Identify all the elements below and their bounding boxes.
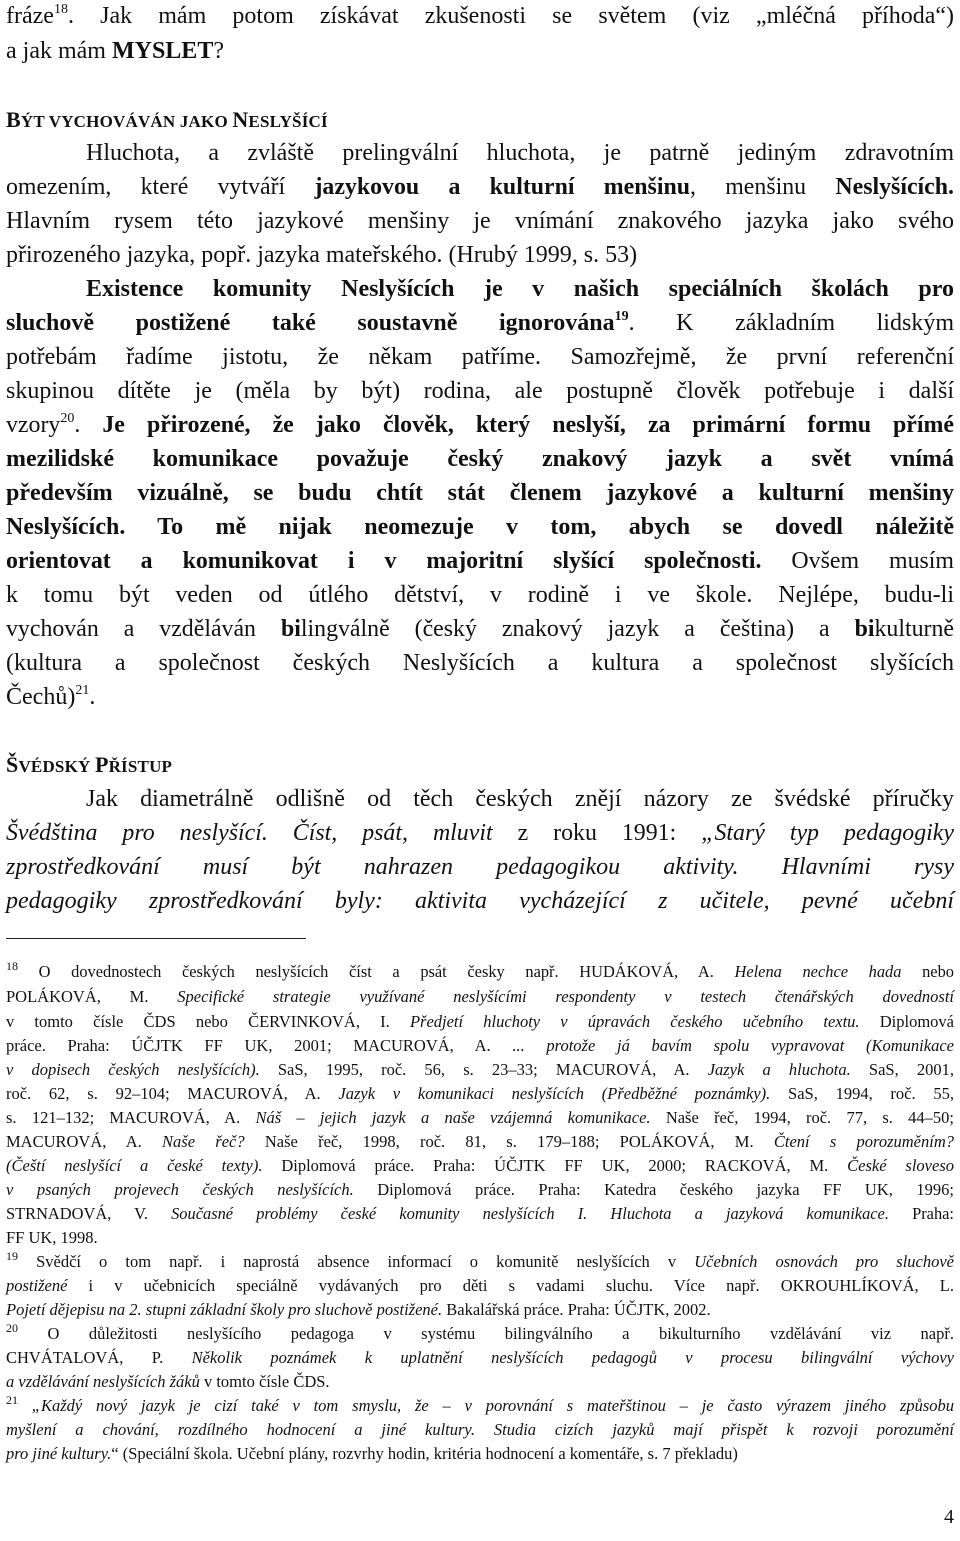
footnote-line: Pojetí dějepisu na 2. stupni základní školy pro sluchově postižené. Bakalářská práce. Praha: ÚČJTK, 2002. bbox=[6, 1300, 711, 1319]
body-line: vychován a vzděláván bilingválně (český znakový jazyk a čeština) a bikulturně bbox=[6, 616, 954, 642]
footnote-line: v tomto čísle ČDS nebo ČERVINKOVÁ, I. Předjetí hluchoty v úpravách českého učebního textu. Diplomová bbox=[6, 1012, 954, 1031]
body-line: Existence komunity Neslyšících je v našich speciálních školách pro bbox=[86, 276, 954, 302]
footnote-number: 19 bbox=[6, 1249, 18, 1263]
footnote-line: $^{19}$ Svědčí o tom např. i naprostá absence informací o komunitě neslyšících v Učebních osnovách pro sluchově bbox=[6, 1249, 954, 1271]
footnote-ref: 21 bbox=[75, 683, 90, 698]
footnote-ref: 20 bbox=[60, 411, 75, 426]
body-line: sluchově postižené také soustavně ignorována$^{19}$. K základním lidským bbox=[6, 309, 954, 336]
body-line: (kultura a společnost českých Neslyšících a kultura a společnost slyšících bbox=[6, 650, 954, 676]
footnote-line: POLÁKOVÁ, M. Specifické strategie využívané neslyšícími respondenty v testech čtenářských dovedností bbox=[6, 987, 954, 1006]
footnote-number: 20 bbox=[6, 1321, 18, 1335]
footnote-line: $^{20}$ O důležitosti neslyšícího pedagoga v systému bilingválního a bikulturního vzdělávání viz např. bbox=[6, 1321, 954, 1343]
footnote-line: MACUROVÁ, A. Naše řeč? Naše řeč, 1998, roč. 81, s. 179–188; POLÁKOVÁ, M. Čtení s porozuměním? bbox=[6, 1132, 954, 1151]
footnote-number: 18 bbox=[6, 959, 18, 973]
footnote-number: 21 bbox=[6, 1393, 18, 1407]
footnote-line: v dopisech českých neslyšících). SaS, 1995, roč. 56, s. 23–33; MACUROVÁ, A. Jazyk a hluchota. SaS, 2001, bbox=[6, 1060, 954, 1079]
body-line: mezilidské komunikace považuje český znakový jazyk a svět vnímá bbox=[6, 446, 954, 472]
footnote-line: roč. 62, s. 92–104; MACUROVÁ, A. Jazyk v komunikaci neslyšících (Předběžné poznámky). SaS, 1994, roč. 55, bbox=[6, 1084, 954, 1103]
body-line: skupinou dítěte je (měla by být) rodina, ale postupně člověk potřebuje i další bbox=[6, 378, 954, 404]
body-line: Švédština pro neslyšící. Číst, psát, mluvit z roku 1991: „Starý typ pedagogiky bbox=[6, 820, 954, 846]
page-number: 4 bbox=[944, 1506, 954, 1528]
body-line: fráze$^{18}$. Jak mám potom získávat zkušenosti se světem (viz „mléčná příhoda“) bbox=[6, 2, 954, 29]
body-line: zprostředkování musí být nahrazen pedagogikou aktivity. Hlavními rysy bbox=[6, 854, 954, 880]
footnote-separator bbox=[6, 938, 306, 939]
footnote-line: a vzdělávání neslyšících žáků v tomto čísle ČDS. bbox=[6, 1372, 330, 1391]
footnote-line: (Čeští neslyšící a české texty). Diplomová práce. Praha: ÚČJTK FF UK, 2000; RACKOVÁ, M. České sloveso bbox=[6, 1156, 954, 1175]
body-line: vzory$^{20}$. Je přirozené, že jako člověk, který neslyší, za primární formu přímé bbox=[6, 411, 954, 438]
footnote-ref: 18 bbox=[53, 2, 68, 17]
body-line: především vizuálně, se budu chtít stát členem jazykové a kulturní menšiny bbox=[6, 480, 954, 506]
body-line: přirozeného jazyka, popř. jazyka mateřského. (Hrubý 1999, s. 53) bbox=[6, 242, 638, 268]
footnote-line: pro jiné kultury.“ (Speciální škola. Učební plány, rozvrhy hodin, kritéria hodnocení a komentáře, s. 7 překladu) bbox=[6, 1444, 738, 1463]
body-line: a jak mám MYSLET? bbox=[6, 38, 224, 64]
body-line: Hlavním rysem této jazykové menšiny je vnímání znakového jazyka jako svého bbox=[6, 208, 954, 234]
body-line: omezením, které vytváří jazykovou a kulturní menšinu, menšinu Neslyšících. bbox=[6, 174, 954, 200]
footnote-line: myšlení a chování, rozdílného hodnocení a jiné kultury. Studia cizích jazyků mají přispět k rozvoji porozumění bbox=[6, 1420, 954, 1439]
body-line: Čechů)$^{21}$. bbox=[6, 683, 96, 710]
footnote-line: STRNADOVÁ, V. Současné problémy české komunity neslyšících I. Hluchota a jazyková komunikace. Praha: bbox=[6, 1204, 954, 1223]
footnote-line: $^{18}$ O dovednostech českých neslyšících číst a psát česky např. HUDÁKOVÁ, A. Helena nechce hada nebo bbox=[6, 959, 954, 981]
section-heading: BÝT VYCHOVÁVÁN JAKO NESLYŠÍCÍ bbox=[6, 107, 328, 132]
body-line: Jak diametrálně odlišně od těch českých znějí názory ze švédské příručky bbox=[86, 786, 954, 812]
body-line: pedagogiky zprostředkování byly: aktivita vycházející z učitele, pevné učební bbox=[6, 888, 954, 914]
section-heading: ŠVÉDSKÝ PŘÍSTUP bbox=[6, 752, 173, 777]
body-line: potřebám řadíme jistotu, že někam patříme. Samozřejmě, že první referenční bbox=[6, 344, 954, 370]
body-line: Hluchota, a zvláště prelingvální hluchota, je patrně jediným zdravotním bbox=[86, 140, 954, 166]
footnote-line: v psaných projevech českých neslyšících. Diplomová práce. Praha: Katedra českého jazyka FF UK, 1996; bbox=[6, 1180, 954, 1199]
footnote-line: $^{21}$ „Každý nový jazyk je cizí také v tom smyslu, že – v porovnání s mateřštinou – je často výrazem jiného způsobu bbox=[6, 1393, 954, 1415]
footnote-line: FF UK, 1998. bbox=[6, 1228, 98, 1247]
body-line: k tomu být veden od útlého dětství, v rodině i ve škole. Nejlépe, budu-li bbox=[6, 582, 954, 608]
footnote-line: s. 121–132; MACUROVÁ, A. Náš – jejich jazyk a naše vzájemná komunikace. Naše řeč, 1994, roč. 77, s. 44–50; bbox=[6, 1108, 954, 1127]
footnote-line: CHVÁTALOVÁ, P. Několik poznámek k uplatnění neslyšících pedagogů v procesu bilingvální výchovy bbox=[6, 1348, 954, 1367]
footnote-line: práce. Praha: ÚČJTK FF UK, 2001; MACUROVÁ, A. ... protože já bavím spolu vypravovat (Komunikace bbox=[6, 1036, 954, 1055]
footnote-ref: 19 bbox=[614, 309, 629, 324]
body-line: Neslyšících. To mě nijak neomezuje v tom, abych se dovedl náležitě bbox=[6, 514, 954, 540]
body-line: orientovat a komunikovat i v majoritní slyšící společnosti. Ovšem musím bbox=[6, 548, 954, 574]
footnote-line: postižené i v učebnicích speciálně vydávaných pro děti s vadami sluchu. Více např. OKROUHLÍKOVÁ, L. bbox=[6, 1276, 954, 1295]
